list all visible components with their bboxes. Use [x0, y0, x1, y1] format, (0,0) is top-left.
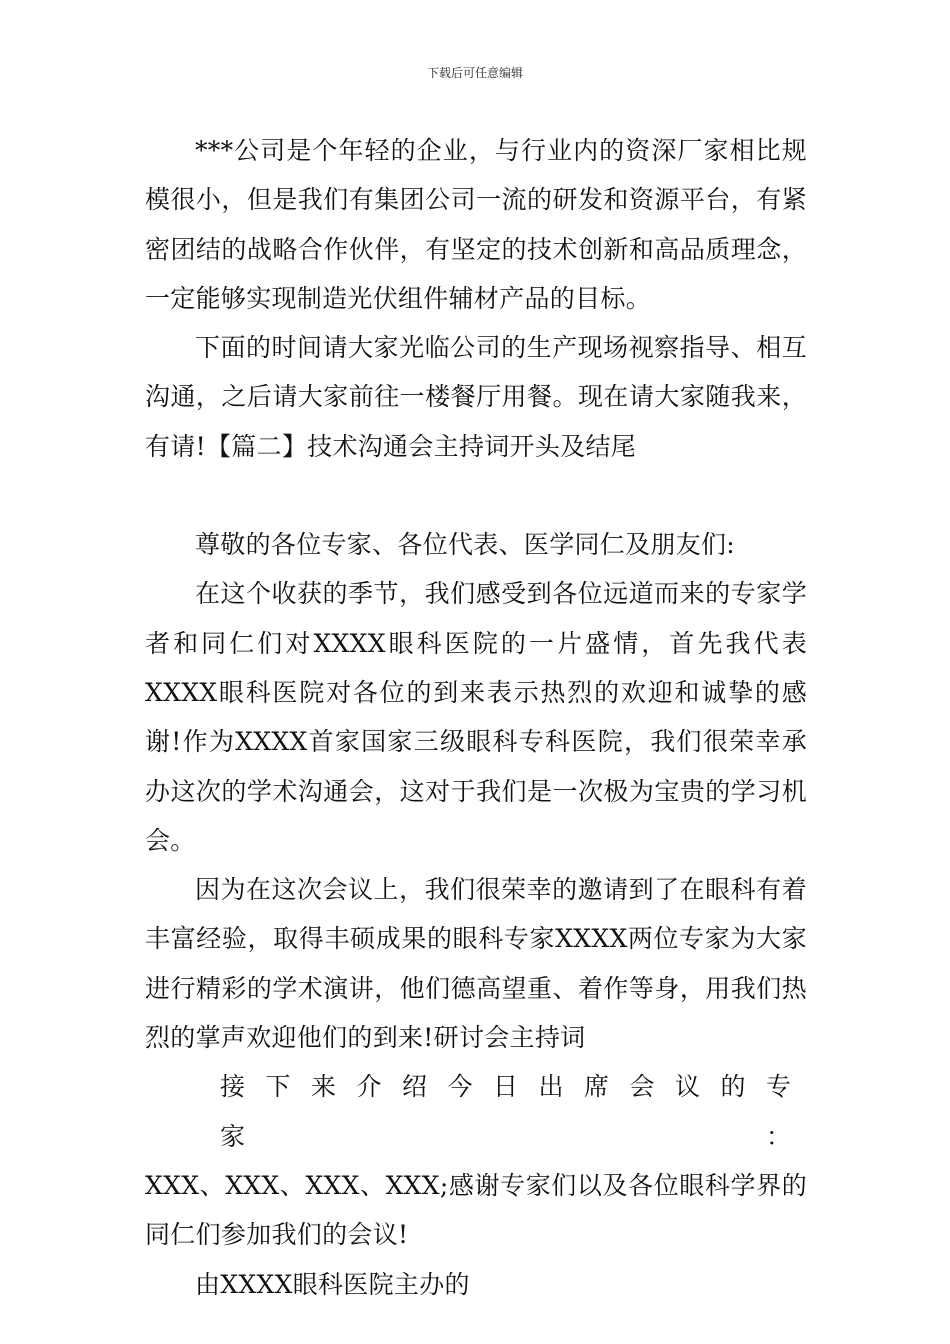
paragraph-welcome: 在这个收获的季节，我们感受到各位远道而来的专家学者和同仁们对XXXX眼科医院的一片盛情，首先我代表XXXX眼科医院对各位的到来表示热烈的欢迎和诚挚的感谢!作为XXXX首家国家三级眼科专科医院，我们很荣幸承办这次的学术沟通会，这对于我们是一次极为宝贵的学习机会。	[145, 579, 807, 855]
paragraph-site-visit: 下面的时间请大家光临公司的生产现场视察指导、相互沟通，之后请大家前往一楼餐厅用餐。现在请大家随我来，有请!【篇二】技术沟通会主持词开头及结尾	[145, 333, 807, 461]
expert-intro-line: 接下来介绍今日出席会议的专家：	[220, 1072, 807, 1151]
paragraph-organizer: 由XXXX眼科医院主办的	[195, 1269, 470, 1299]
document-body	[145, 126, 807, 1309]
page-header: 下载后可任意编辑	[426, 66, 523, 80]
paragraph-gap	[145, 471, 807, 520]
paragraph-experts-speech: 因为在这次会议上，我们很荣幸的邀请到了在眼科有着丰富经验，取得丰硕成果的眼科专家XXXX两位专家为大家进行精彩的学术演讲，他们德高望重、着作等身，用我们热烈的掌声欢迎他们的到来!研讨会主持词	[145, 875, 807, 1053]
expert-intro-rest: XXX、XXX、XXX、XXX;感谢专家们以及各位眼科学界的同仁们参加我们的会议!	[145, 1170, 807, 1250]
paragraph-company-intro: ***公司是个年轻的企业，与行业内的资深厂家相比规模很小，但是我们有集团公司一流的研发和资源平台，有紧密团结的战略合作伙伴，有坚定的技术创新和高品质理念，一定能够实现制造光伏组件辅材产品的目标。	[145, 136, 807, 313]
paragraph-greeting: 尊敬的各位专家、各位代表、医学同仁及朋友们:	[195, 530, 736, 560]
paragraph-expert-intro	[145, 1062, 807, 1259]
